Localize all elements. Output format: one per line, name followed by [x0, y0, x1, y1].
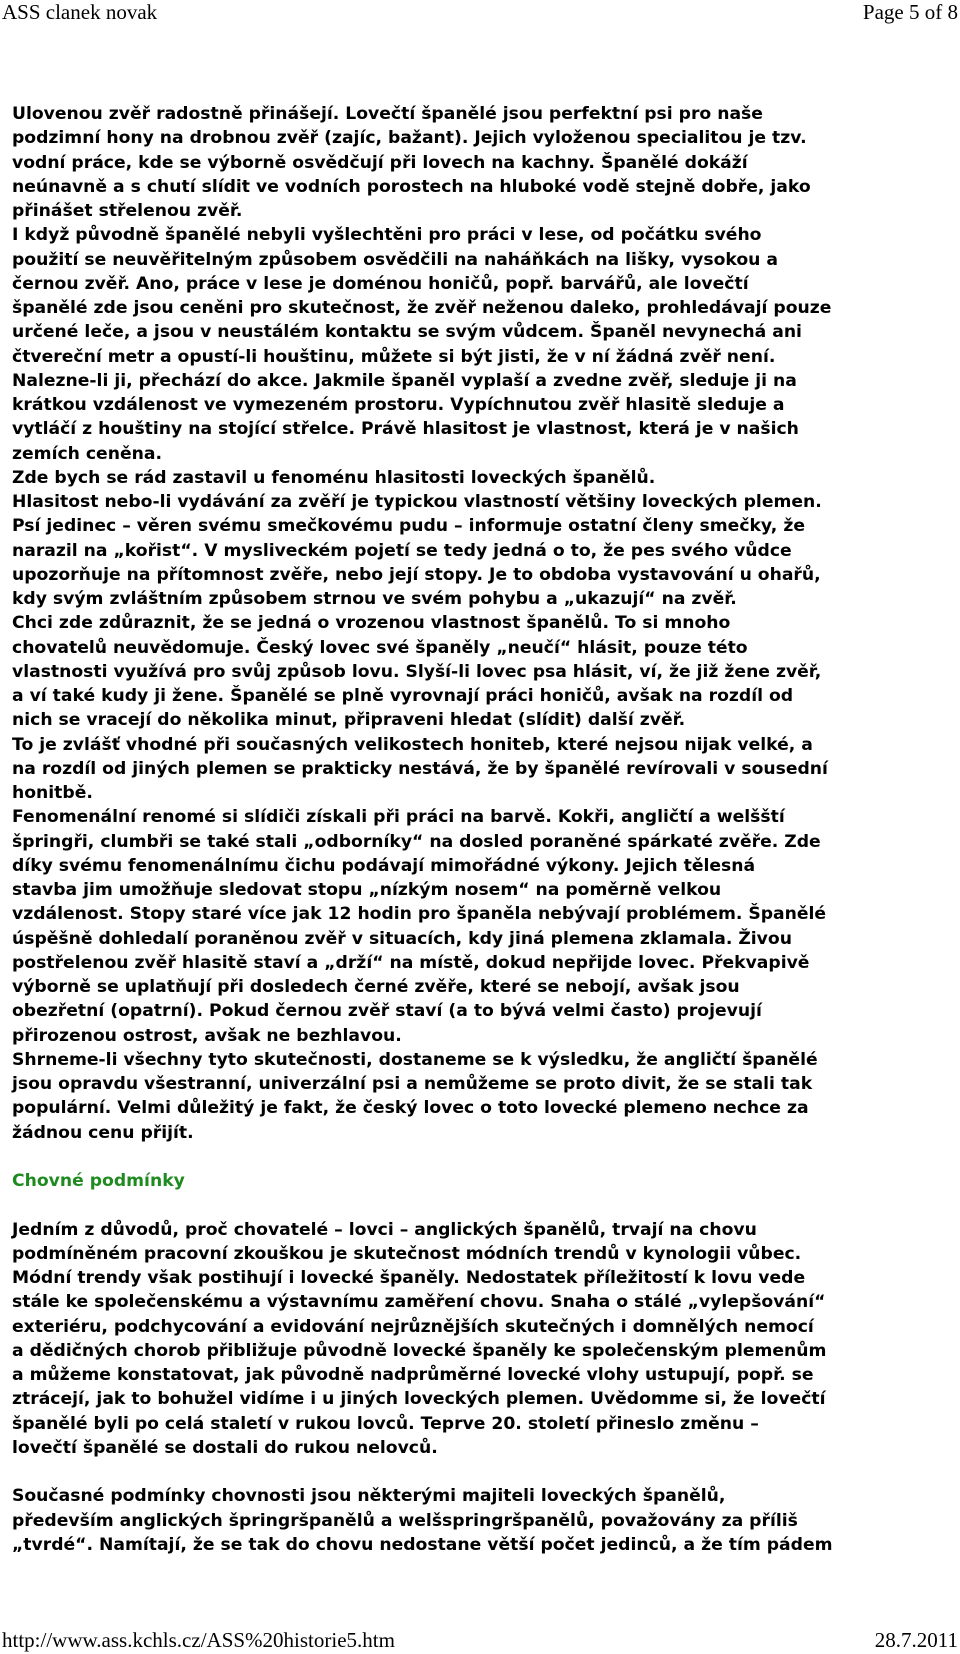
spacer — [12, 1193, 948, 1217]
text-line: narazil na „kořist“. V mysliveckém pojetí se tedy jedná o to, že pes svého vůdce — [12, 540, 792, 561]
text-line: Současné podmínky chovnosti jsou některými majiteli loveckých španělů, — [12, 1486, 726, 1507]
text-line: ztrácejí, jak to bohužel vidíme i u jiných loveckých plemen. Uvědomme si, že lovečtí — [12, 1389, 826, 1410]
paragraph-breeding-conditions — [12, 1218, 948, 1461]
text-line: Nalezne-li ji, přechází do akce. Jakmile španěl vyplaší a zvedne zvěř, sleduje ji na — [12, 370, 797, 391]
print-header — [0, 0, 960, 24]
text-line: použití se neuvěřitelným způsobem osvědčili na naháňkách na lišky, vysokou a — [12, 249, 778, 270]
print-date: 28.7.2011 — [874, 1628, 958, 1652]
text-line: Psí jedinec – věren svému smečkovému pudu – informuje ostatní členy smečky, že — [12, 516, 805, 537]
text-line: stavba jim umožňuje sledovat stopu „nízkým nosem“ na poměrně velkou — [12, 880, 722, 900]
text-line: černou zvěř. Ano, práce v lese je doménou honičů, popř. barvářů, ale lovečtí — [12, 273, 749, 294]
text-line: především anglických špringršpanělů a welšspringršpanělů, považovány za příliš — [12, 1510, 798, 1531]
text-line: „tvrdé“. Namítají, že se tak do chovu nedostane větší počet jedinců, a že tím pádem — [12, 1534, 833, 1555]
text-line: a můžeme konstatovat, jak původně nadprůměrné lovecké vlohy ustupují, popř. se — [12, 1365, 814, 1385]
text-line: lovečtí španělé se dostali do rukou nelovců. — [12, 1437, 438, 1458]
text-line: populární. Velmi důležitý je fakt, že český lovec o toto lovecké plemeno nechce za — [12, 1098, 809, 1119]
text-line: Chci zde zdůraznit, že se jedná o vrozenou vlastnost španělů. To si mnoho — [12, 613, 731, 634]
text-line: upozorňuje na přítomnost zvěře, nebo její stopy. Je to obdoba vystavování u ohařů, — [12, 564, 821, 585]
text-line: vytláčí z houštiny na stojící střelce. Právě hlasitost je vlastnost, která je v našich — [12, 419, 799, 440]
text-line: zemích ceněna. — [12, 443, 162, 464]
spacer — [12, 1145, 948, 1169]
text-line: kdy svým zvláštním způsobem strnou ve svém pohybu a „ukazují“ na zvěř. — [12, 589, 737, 609]
text-line: vlastnosti využívá pro svůj způsob lovu. Slyší-li lovec psa hlásit, ví, že již žene zvěř, — [12, 661, 822, 682]
text-line: exteriéru, podchycování a evidování nejrůznějších skutečných i domnělých nemocí — [12, 1316, 814, 1337]
text-line: To je zvlášť vhodné při současných velikostech honiteb, které nejsou nijak velké, a — [12, 734, 813, 755]
text-line: díky svému fenomenálnímu čichu podávají mimořádné výkony. Jejich tělesná — [12, 855, 756, 876]
text-line: stále ke společenskému a výstavnímu zaměření chovu. Snaha o stálé „vylepšování“ — [12, 1292, 826, 1313]
text-line: krátkou vzdálenost ve vymezeném prostoru. Vypíchnutou zvěř hlasitě sleduje a — [12, 395, 785, 415]
text-line: Ulovenou zvěř radostně přinášejí. Lovečtí španělé jsou perfektní psi pro naše — [12, 104, 763, 124]
text-line: Jedním z důvodů, proč chovatelé – lovci – anglických španělů, trvají na chovu — [12, 1219, 757, 1240]
text-line: honitbě. — [12, 783, 93, 803]
section-heading: Chovné podmínky — [12, 1171, 185, 1191]
spacer — [12, 1460, 948, 1484]
paragraph-hunting-use — [12, 102, 948, 1145]
document-title: ASS clanek novak — [2, 0, 158, 24]
text-line: výborně se uplatňují při dosledech černé zvěře, které se nebojí, avšak jsou — [12, 977, 740, 997]
text-line: vodní práce, kde se výborně osvědčují při lovech na kachny. Španělé dokáží — [12, 152, 748, 173]
text-line: podmíněném pracovní zkouškou je skutečnost módních trendů v kynologii vůbec. — [12, 1243, 802, 1264]
text-line: nich se vracejí do několika minut, připraveni hledat (slídit) další zvěř. — [12, 710, 686, 731]
text-line: a dědičných chorob přibližuje původně lovecké španěly ke společenským plemenům — [12, 1340, 827, 1361]
print-footer — [0, 1628, 960, 1652]
page-number: Page 5 of 8 — [862, 0, 958, 24]
page-url: http://www.ass.kchls.cz/ASS%20historie5.htm — [2, 1628, 395, 1652]
text-line: obezřetní (opatrní). Pokud černou zvěř staví (a to bývá velmi často) projevují — [12, 1001, 762, 1022]
text-line: špringři, clumbři se také stali „odborníky“ na dosled poraněné spárkaté zvěře. Zde — [12, 831, 821, 852]
text-line: Shrneme-li všechny tyto skutečnosti, dostaneme se k výsledku, že angličtí španělé — [12, 1049, 818, 1070]
text-line: vzdálenost. Stopy staré více jak 12 hodin pro španěla nebývají problémem. Španělé — [12, 904, 827, 925]
text-line: španělé byli po celá staletí v rukou lovců. Teprve 20. století přineslo změnu – — [12, 1413, 759, 1434]
text-line: chovatelů neuvědomuje. Český lovec své španěly „neučí“ hlásit, pouze této — [12, 637, 748, 658]
text-line: Hlasitost nebo-li vydávání za zvěří je typickou vlastností většiny loveckých plemen. — [12, 492, 822, 512]
text-line: úspěšně dohledalí poraněnou zvěř v situacích, kdy jiná plemena zklamala. Živou — [12, 928, 792, 949]
text-line: přinášet střelenou zvěř. — [12, 201, 243, 221]
text-line: španělé zde jsou ceněni pro skutečnost, že zvěř neženou daleko, prohledávají pouze — [12, 298, 832, 318]
text-line: na rozdíl od jiných plemen se prakticky nestává, že by španělé revírovali v sousední — [12, 758, 828, 779]
text-line: Módní trendy však postihují i lovecké španěly. Nedostatek příležitostí k lovu vede — [12, 1268, 806, 1288]
paragraph-current-conditions — [12, 1484, 948, 1557]
text-line: neúnavně a s chutí slídit ve vodních porostech na hluboké vodě stejně dobře, jako — [12, 176, 811, 197]
text-line: a ví také kudy ji žene. Španělé se plně vyrovnají práci honičů, avšak na rozdíl od — [12, 686, 794, 706]
text-line: žádnou cenu přijít. — [12, 1122, 194, 1143]
text-line: postřelenou zvěř hlasitě staví a „drží“ na místě, dokud nepřijde lovec. Překvapivě — [12, 952, 810, 973]
text-line: čtvereční metr a opustí-li houštinu, můžete si být jisti, že v ní žádná zvěř není. — [12, 346, 776, 367]
text-line: jsou opravdu všestranní, univerzální psi a nemůžeme se proto divit, že se stali tak — [12, 1074, 813, 1094]
article-body — [12, 102, 948, 1557]
text-line: podzimní hony na drobnou zvěř (zajíc, bažant). Jejich vyloženou specialitou je tzv. — [12, 128, 807, 149]
text-line: přirozenou ostrost, avšak ne bezhlavou. — [12, 1025, 402, 1046]
text-line: I když původně španělé nebyli vyšlechtěni pro práci v lese, od počátku svého — [12, 225, 762, 246]
text-line: Fenomenální renomé si slídiči získali při práci na barvě. Kokři, angličtí a welšští — [12, 807, 785, 828]
text-line: určené leče, a jsou v neustálém kontaktu se svým vůdcem. Španěl nevynechá ani — [12, 322, 802, 343]
text-line: Zde bych se rád zastavil u fenoménu hlasitosti loveckých španělů. — [12, 467, 656, 488]
